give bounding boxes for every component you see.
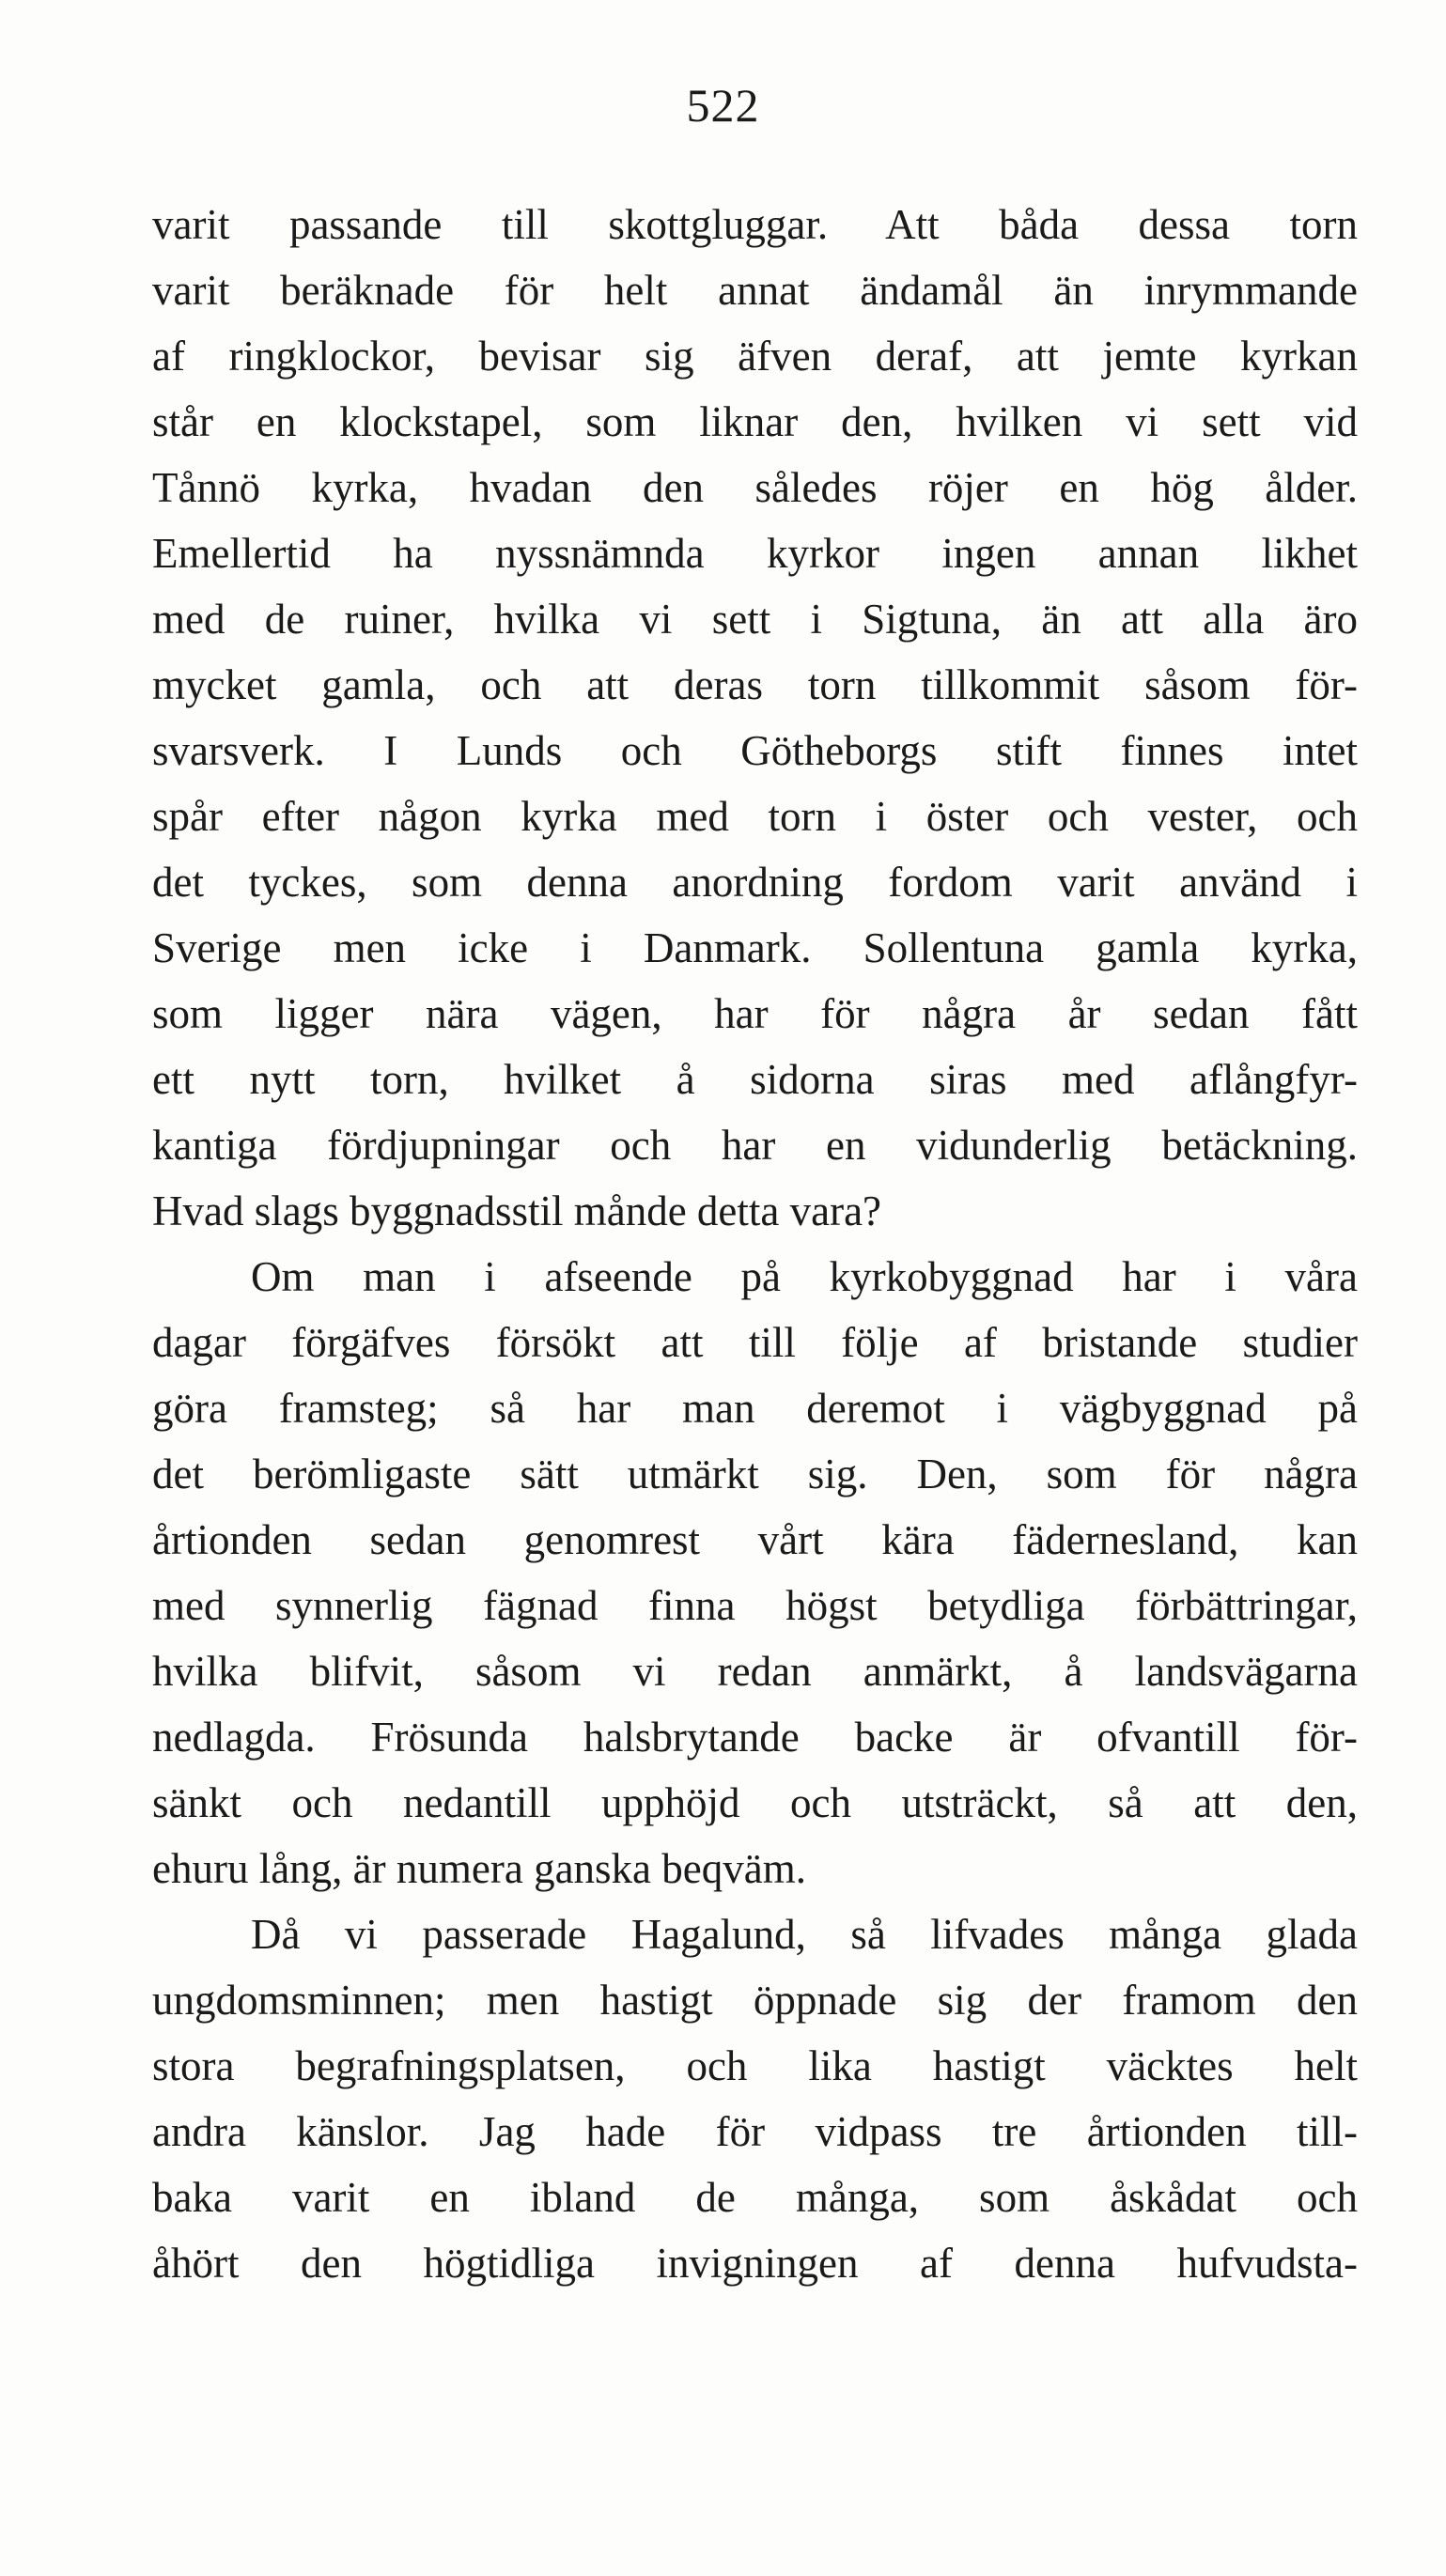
- text-line: det tyckes, som denna anordning fordom varit använd i: [152, 859, 1358, 906]
- text-line: varit passande till skottgluggar. Att båda dessa torn: [152, 201, 1358, 248]
- text-line: sänkt och nedantill upphöjd och utsträckt, så att den,: [152, 1779, 1358, 1826]
- text-line: Tånnö kyrka, hvadan den således röjer en hög ålder.: [152, 464, 1358, 511]
- text-line: kantiga fördjupningar och har en vidunderlig betäckning.: [152, 1122, 1358, 1169]
- page-number: 522: [686, 79, 760, 132]
- text-line: af ringklockor, bevisar sig äfven deraf, att jemte kyrkan: [152, 333, 1358, 380]
- text-line: årtionden sedan genomrest vårt kära fädernesland, kan: [152, 1516, 1358, 1563]
- text-line: det berömligaste sätt utmärkt sig. Den, som för några: [152, 1451, 1358, 1497]
- text-line: andra känslor. Jag hade för vidpass tre årtionden till-: [152, 2108, 1358, 2155]
- text-line: Emellertid ha nyssnämnda kyrkor ingen annan likhet: [152, 530, 1358, 577]
- text-line: dagar förgäfves försökt att till följe af bristande studier: [152, 1319, 1358, 1366]
- text-line: stora begrafningsplatsen, och lika hastigt väcktes helt: [152, 2042, 1358, 2089]
- text-line: spår efter någon kyrka med torn i öster och vester, och: [152, 793, 1358, 840]
- text-line: Då vi passerade Hagalund, så lifvades många glada: [251, 1911, 1358, 1958]
- text-line: åhört den högtidliga invigningen af denna hufvudsta-: [152, 2240, 1358, 2287]
- text-line: hvilka blifvit, såsom vi redan anmärkt, å landsvägarna: [152, 1648, 1358, 1695]
- text-line: ett nytt torn, hvilket å sidorna siras med aflångfyr-: [152, 1056, 1358, 1103]
- text-line: med synnerlig fägnad finna högst betydliga förbättringar,: [152, 1582, 1358, 1629]
- text-line: med de ruiner, hvilka vi sett i Sigtuna, än att alla äro: [152, 596, 1358, 643]
- text-line: Sverige men icke i Danmark. Sollentuna gamla kyrka,: [152, 924, 1358, 971]
- text-line: nedlagda. Frösunda halsbrytande backe är ofvantill för-: [152, 1714, 1358, 1761]
- text-line: varit beräknade för helt annat ändamål än inrymmande: [152, 267, 1358, 314]
- text-line: som ligger nära vägen, har för några år sedan fått: [152, 990, 1358, 1037]
- text-line: göra framsteg; så har man deremot i vägbyggnad på: [152, 1385, 1358, 1432]
- text-line: ehuru lång, är numera ganska beqväm.: [152, 1845, 806, 1892]
- text-line: står en klockstapel, som liknar den, hvilken vi sett vid: [152, 398, 1358, 445]
- body-text: [152, 192, 1358, 2296]
- text-line: Hvad slags byggnadsstil månde detta vara?: [152, 1187, 882, 1234]
- text-line: Om man i afseende på kyrkobyggnad har i våra: [251, 1253, 1358, 1300]
- text-line: mycket gamla, och att deras torn tillkommit såsom för-: [152, 661, 1358, 708]
- text-line: baka varit en ibland de många, som åskådat och: [152, 2174, 1358, 2221]
- text-line: svarsverk. I Lunds och Götheborgs stift finnes intet: [152, 727, 1358, 774]
- text-line: ungdomsminnen; men hastigt öppnade sig der framom den: [152, 1977, 1358, 2024]
